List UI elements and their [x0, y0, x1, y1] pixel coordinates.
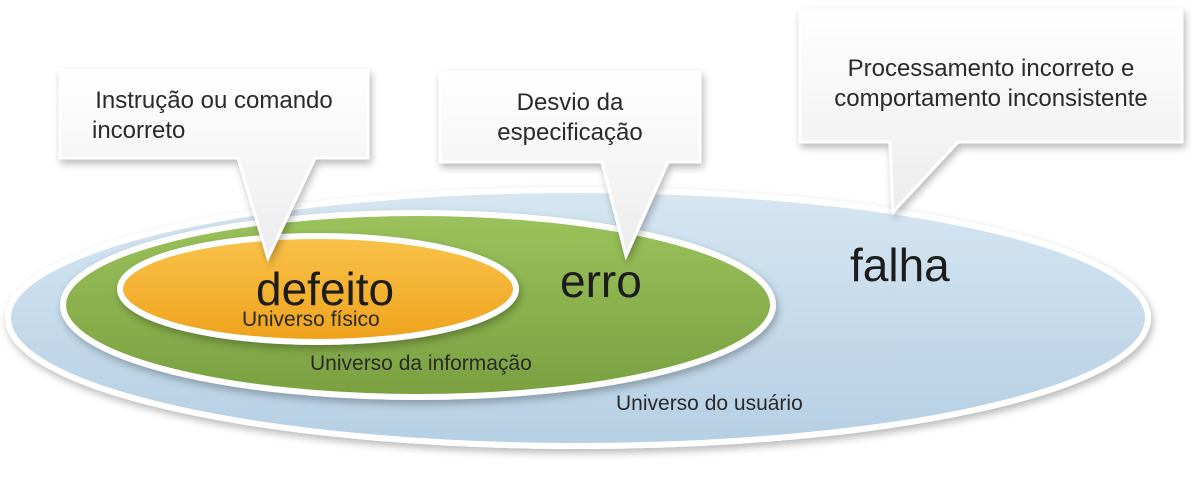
callout-falha-text — [800, 54, 1182, 114]
callout-defeito-line1: Instrução ou comando — [95, 87, 333, 114]
label-universo-informacao: Universo da informação — [310, 352, 532, 375]
callout-erro-line1: Desvio da — [516, 89, 624, 116]
callout-defeito-text — [60, 86, 368, 146]
term-erro: erro — [560, 255, 642, 307]
term-defeito: defeito — [256, 263, 395, 315]
callout-falha-line2: comportamento inconsistente — [834, 85, 1148, 112]
callout-falha-line1: Processamento incorreto e — [847, 55, 1135, 82]
callout-erro-text — [440, 88, 700, 148]
callout-defeito-line2: incorreto — [92, 117, 186, 144]
label-universo-usuario: Universo do usuário — [616, 392, 803, 415]
callout-erro-line2: especificação — [497, 119, 643, 146]
term-falha: falha — [850, 239, 950, 291]
label-universo-fisico: Universo físico — [242, 308, 380, 331]
